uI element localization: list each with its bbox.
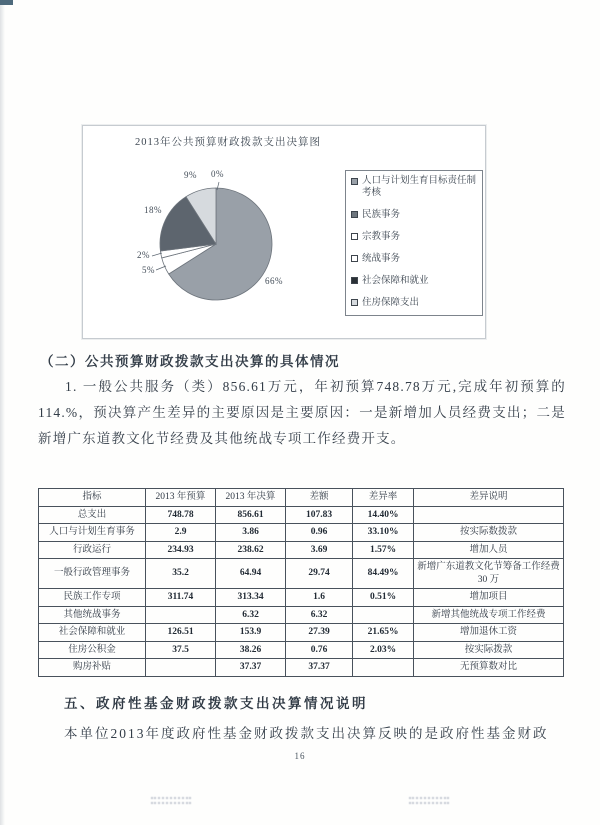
table-row — [39, 506, 564, 524]
legend-label: 统战事务 — [362, 253, 401, 264]
table-indicator-cell: 民族工作专项 — [39, 589, 146, 607]
page-number: 16 — [294, 751, 306, 761]
pie-slice-label: 18% — [144, 205, 162, 215]
legend-item — [350, 298, 479, 310]
table-value-cell: 1.6 — [286, 589, 353, 607]
table-value-cell: 33.10% — [353, 524, 414, 542]
table-value-cell: 增加退休工资 — [414, 624, 564, 642]
table-indicator-cell: 其他统战事务 — [39, 606, 146, 624]
table-value-cell: 新增广东道教文化节筹备工作经费 30 万 — [414, 559, 564, 589]
table-value-cell: 0.51% — [353, 589, 414, 607]
table-value-cell: 无预算数对比 — [414, 659, 564, 677]
table-value-cell: 238.62 — [216, 541, 286, 559]
legend-item — [350, 210, 479, 222]
legend-label: 人口与计划生育目标责任制考核 — [362, 176, 477, 198]
table-value-cell: 37.37 — [216, 659, 286, 677]
table-header-row — [39, 489, 564, 507]
table-indicator-cell: 人口与计划生育事务 — [39, 524, 146, 542]
pie-slice-label: 5% — [142, 265, 155, 275]
table-header-cell: 2013 年决算 — [216, 489, 286, 507]
table-value-cell: 增加项目 — [414, 589, 564, 607]
legend-marker-icon — [351, 255, 358, 262]
chart-legend — [345, 170, 483, 316]
pie-slice-label: 9% — [184, 170, 197, 180]
table-value-cell: 2.9 — [146, 524, 216, 542]
table-value-cell — [353, 659, 414, 677]
table-value-cell: 6.32 — [216, 606, 286, 624]
table-value-cell: 29.74 — [286, 559, 353, 589]
scan-corner-mark — [0, 0, 13, 5]
table-value-cell: 84.49% — [353, 559, 414, 589]
table-row — [39, 624, 564, 642]
table-indicator-cell: 行政运行 — [39, 541, 146, 559]
table-row — [39, 659, 564, 677]
section5-paragraph: 本单位2013年度政府性基金财政拨款支出决算反映的是政府性基金财政 — [64, 726, 549, 741]
table-value-cell: 3.69 — [286, 541, 353, 559]
table-value-cell — [146, 659, 216, 677]
table-value-cell: 37.37 — [286, 659, 353, 677]
table-value-cell: 27.39 — [286, 624, 353, 642]
table-row — [39, 606, 564, 624]
table-header-cell: 差额 — [286, 489, 353, 507]
table-indicator-cell: 总支出 — [39, 506, 146, 524]
table-row — [39, 641, 564, 659]
legend-item — [350, 176, 479, 199]
table-value-cell: 增加人员 — [414, 541, 564, 559]
table-value-cell: 38.26 — [216, 641, 286, 659]
table-indicator-cell: 购房补贴 — [39, 659, 146, 677]
pie-slice-label: 66% — [265, 276, 283, 286]
legend-marker-icon — [351, 233, 358, 240]
table-indicator-cell: 住房公积金 — [39, 641, 146, 659]
table-value-cell — [414, 506, 564, 524]
section2-paragraph: 1. 一般公共服务（类）856.61万元，年初预算748.78万元,完成年初预算的114.%，预决算产生差异的主要原因是主要原因：一是新增加人员经费支出；二是新增广东道教文化节经费及其他统战专项工作经费开支。 — [38, 379, 566, 446]
scan-artifact — [409, 794, 449, 805]
table-value-cell: 37.5 — [146, 641, 216, 659]
legend-item — [350, 232, 479, 244]
table-value-cell: 748.78 — [146, 506, 216, 524]
legend-item — [350, 254, 479, 266]
pie-slice-label: 2% — [137, 250, 150, 260]
chart-title: 2013年公共预算财政拨款支出决算图 — [135, 137, 321, 148]
table-value-cell: 313.34 — [216, 589, 286, 607]
table-value-cell: 0.96 — [286, 524, 353, 542]
table-indicator-cell: 社会保障和就业 — [39, 624, 146, 642]
legend-label: 住房保障支出 — [362, 297, 420, 308]
table-value-cell: 107.83 — [286, 506, 353, 524]
section5-heading: 五、政府性基金财政拨款支出决算情况说明 — [64, 696, 368, 711]
table-value-cell: 21.65% — [353, 624, 414, 642]
scan-artifact — [151, 794, 191, 805]
legend-marker-icon — [351, 178, 358, 185]
pie-chart-panel — [82, 125, 486, 339]
table-indicator-cell: 一般行政管理事务 — [39, 559, 146, 589]
legend-marker-icon — [351, 277, 358, 284]
table-header-cell: 差异说明 — [414, 489, 564, 507]
table-value-cell: 新增其他统战专项工作经费 — [414, 606, 564, 624]
table-value-cell: 2.03% — [353, 641, 414, 659]
legend-label: 宗教事务 — [362, 231, 401, 242]
table-value-cell — [353, 606, 414, 624]
table-value-cell: 35.2 — [146, 559, 216, 589]
table-value-cell: 234.93 — [146, 541, 216, 559]
table-value-cell: 64.94 — [216, 559, 286, 589]
pie-leader-line — [156, 266, 166, 270]
table-value-cell: 856.61 — [216, 506, 286, 524]
table-value-cell: 按实际拨款 — [414, 641, 564, 659]
table-header-cell: 指标 — [39, 489, 146, 507]
table-value-cell: 按实际数拨款 — [414, 524, 564, 542]
section2-heading: （二）公共预算财政拨款支出决算的具体情况 — [40, 354, 340, 369]
table-value-cell: 126.51 — [146, 624, 216, 642]
table-value-cell: 6.32 — [286, 606, 353, 624]
table-row — [39, 559, 564, 589]
legend-item — [350, 276, 479, 288]
table-value-cell: 1.57% — [353, 541, 414, 559]
legend-label: 社会保障和就业 — [362, 275, 429, 286]
legend-marker-icon — [351, 211, 358, 218]
budget-table — [38, 488, 564, 677]
table-header-cell: 2013 年预算 — [146, 489, 216, 507]
legend-marker-icon — [351, 299, 358, 306]
table-row — [39, 589, 564, 607]
table-row — [39, 541, 564, 559]
table-value-cell: 3.86 — [216, 524, 286, 542]
table-header-cell: 差异率 — [353, 489, 414, 507]
table-value-cell: 0.76 — [286, 641, 353, 659]
table-value-cell: 153.9 — [216, 624, 286, 642]
pie-leader-line — [152, 253, 162, 256]
table-value-cell: 311.74 — [146, 589, 216, 607]
table-row — [39, 524, 564, 542]
legend-label: 民族事务 — [362, 209, 401, 220]
pie-slice-label: 0% — [211, 169, 224, 179]
table-value-cell: 14.40% — [353, 506, 414, 524]
table-value-cell — [146, 606, 216, 624]
